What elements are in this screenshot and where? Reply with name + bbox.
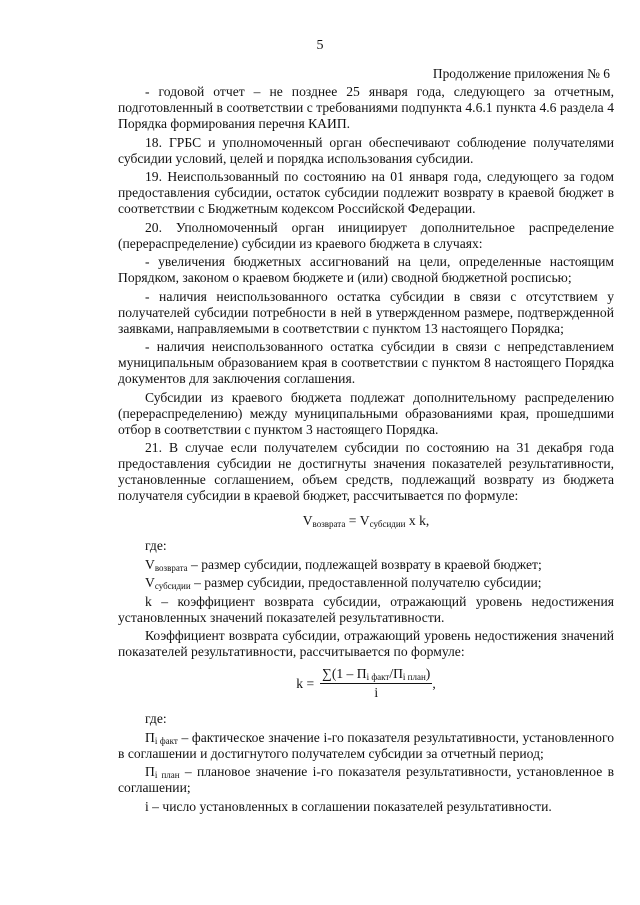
definition-k: k – коэффициент возврата субсидии, отражающий уровень недостижения установленных значений показателей результативности.	[118, 593, 614, 625]
paragraph-coefficient: Коэффициент возврата субсидии, отражающий уровень недостижения значений показателей результативности, рассчитывается по формуле:	[118, 628, 614, 659]
paragraph-20-item-1: - увеличения бюджетных ассигнований на цели, определенные настоящим Порядком, законом о краевом бюджете и (или) сводной бюджетной росписью;	[118, 254, 614, 285]
paragraph-20-item-2: - наличия неиспользованного остатка субсидии в связи с отсутствием у получателей субсидии потребности в ней в утвержденном размере, подтвержденной заявками, направляемыми в соответствии с пунктом 13 настоящего Порядка;	[118, 288, 614, 336]
definition-v-subsidy: $V_{субсидии}$ – размер субсидии, предоставленной получателю субсидии;	[145, 575, 542, 591]
definition-i: i – число установленных в соглашении показателей результативности.	[145, 798, 552, 814]
paragraph-20: 20. Уполномоченный орган инициирует дополнительное распределение (перераспределение) субсидии из краевого бюджета в случаях:	[118, 219, 614, 251]
document-body	[118, 84, 614, 817]
formula-return-amount: $V_{возврата} = V_{субсидии}$ x k,	[302, 513, 430, 529]
paragraph-annual-report: - годовой отчет – не позднее 25 января года, следующего за отчетным, подготовленный в соответствии с требованиями подпункта 4.6.1 пункта 4.6 раздела 4 Порядка формирования перечня КАИП.	[118, 84, 614, 131]
paragraph-20-item-3: - наличия неиспользованного остатка субсидии в связи с непредставлением муниципальным образованием края в соответствии с пунктом 8 настоящего Порядка документов для заключения соглашения.	[118, 339, 614, 386]
appendix-continuation: Продолжение приложения № 6	[432, 66, 610, 81]
definition-p-plan: $П_{i план}$ – плановое значение i-го показателя результативности, установленное в соглашении;	[118, 764, 614, 795]
paragraph-21: 21. В случае если получателем субсидии по состоянию на 31 декабря года предоставления субсидии не достигнуты значения показателей результативности, установленные соглашением, объем средств, подлежащий возврату из бюджета получателя субсидии в краевой бюджет, рассчитывается по формуле:	[118, 440, 614, 503]
definition-v-return: $V_{возврата}$ – размер субсидии, подлежащей возврату в краевой бюджет;	[145, 556, 542, 573]
where-label-2: где:	[145, 711, 167, 726]
where-label-1: где:	[145, 538, 167, 553]
definition-p-fact: $П_{i факт}$ – фактическое значение i-го показателя результативности, установленного в соглашении и достигнутого получателем субсидии за отчетный период;	[118, 729, 614, 761]
formula-coefficient: k = $\frac{\sum(1 - П_{i факт}/П_{i план})}{i}$ ,	[296, 666, 436, 700]
paragraph-20-redistribution: Субсидии из краевого бюджета подлежат дополнительному распределению (перераспределению) между муниципальными образованиями края, прошедшими отбор в соответствии с пунктом 3 настоящего Порядка.	[118, 389, 614, 437]
paragraph-19: 19. Неиспользованный по состоянию на 01 января года, следующего за годом предоставления субсидии, остаток субсидии подлежит возврату в краевой бюджет в соответствии с Бюджетным кодексом Российской Федерации.	[118, 169, 614, 216]
paragraph-18: 18. ГРБС и уполномоченный орган обеспечивают соблюдение получателями субсидии условий, целей и порядка использования субсидии.	[118, 134, 614, 166]
page-number: 5	[316, 38, 324, 53]
